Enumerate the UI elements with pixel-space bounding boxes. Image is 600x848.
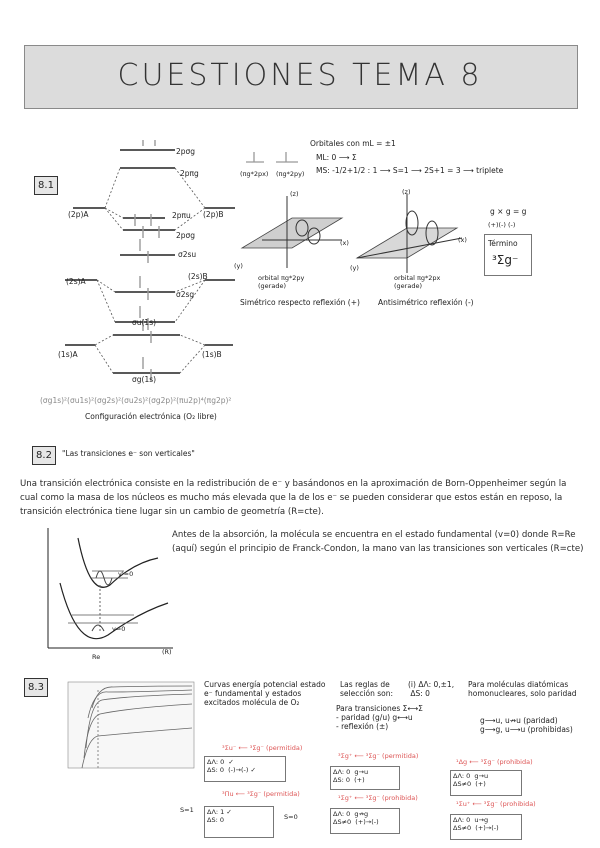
term-label: Término (488, 239, 518, 248)
transition-4-box: ΔΛ: 0 g↛g ΔS≠0 (+)→(-) (330, 808, 400, 834)
orbitals-title: Orbitales con mL = ±1 (310, 139, 396, 148)
transition-6-title: ¹Σu⁺ ⟵ ³Σg⁻ (prohibida) (456, 800, 536, 808)
spin-label-s0: S=0 (284, 813, 298, 821)
mo-label-pi-u: 2pπu (172, 211, 191, 220)
q2-quote: "Las transiciones e⁻ son verticales" (62, 449, 195, 458)
q3-homonuclear-rules: g⟶u, u↛u (paridad) g⟶g, u⟶u (prohibidas) (480, 716, 573, 734)
transition-5-title: ¹Δg ⟵ ³Σg⁻ (prohibida) (456, 758, 533, 766)
question-label-8-1: 8.1 (34, 176, 58, 195)
orbital-label-2: (πg*2py) (276, 170, 305, 178)
transition-2-box: ΔΛ: 1 ✓ ΔS: 0 (204, 806, 274, 838)
mo-label-sigma-g-1s: σg(1s) (132, 375, 157, 384)
o2-potential-energy-chart (58, 678, 198, 778)
q2-paragraph: Una transición electrónica consiste en la redistribución de e⁻ y basándonos en la aproximación de Born-Oppenheimer según la cual como la masa de los núcleos es mucho más elevada que la de los e⁻ se pueden considerar que estos están en reposo, la transición electrónica tiene lugar sin un cambio de geometría (R=cte). (20, 479, 567, 517)
orbital-plane-sketches (232, 188, 472, 288)
r-axis-label: (R) (162, 648, 172, 656)
axis-z-2: (z) (402, 188, 411, 196)
axis-y-2: (y) (350, 264, 359, 272)
axis-z-1: (z) (290, 190, 299, 198)
ml-line: ML: 0 ⟶ Σ (316, 153, 357, 162)
orbital-label-1: (πg*2px) (240, 170, 269, 178)
question-label-8-3: 8.3 (24, 678, 48, 697)
ao-label-right-1s: (1s)B (202, 350, 222, 359)
re-label: Re (92, 653, 101, 661)
ao-label-right-2s: (2s)B (188, 272, 208, 281)
v-prime-label: v'=0 (118, 570, 134, 578)
mo-label-pi-g-star: 2pσg (176, 147, 196, 156)
mo-label-pi-g: 2pπg (180, 169, 199, 178)
q2-side-text: Antes de la absorción, la molécula se encuentra en el estado fundamental (v=0) donde R=Re (aquí) según el principio de Franck-Condon, la mano van las transiciones son verticales (R=cte) (172, 530, 584, 554)
reflection-signs: (+)(-) (-) (488, 221, 516, 229)
q3-curves-text: Curvas energía potencial estado e⁻ fundamental y estados excitados molécula de O₂ (204, 680, 326, 707)
ms-line: MS: -1/2+1/2 : 1 ⟶ S=1 ⟶ 2S+1 = 3 ⟶ triplete (316, 166, 504, 175)
q3-rules-title: Las reglas de selección son: (340, 680, 394, 698)
transition-5-box: ΔΛ: 0 g→u ΔS≠0 (+) (450, 770, 522, 796)
antisymmetric-caption: Antisimétrico reflexión (-) (378, 298, 474, 307)
orbital-a-caption: orbital πg*2py (gerade) (258, 274, 305, 290)
spin-label-s1: S=1 (180, 806, 194, 814)
transition-4-title: ¹Σg⁺ ⟵ ³Σg⁻ (prohibida) (338, 794, 418, 802)
electron-configuration-caption: Configuración electrónica (O₂ libre) (85, 412, 217, 421)
mo-label-sigma-g-2p: 2pσg (176, 231, 196, 240)
ao-label-left-2p: (2p)A (68, 210, 89, 219)
potential-curves-sketch (38, 523, 178, 663)
transition-2-title: ³Πu ⟵ ³Σg⁻ (permitida) (222, 790, 300, 798)
transition-1-box: ΔΛ: 0 ✓ ΔS: 0 (-)→(-) ✓ (204, 756, 286, 782)
symmetric-caption: Simétrico respecto reflexión (+) (240, 298, 360, 307)
transition-6-box: ΔΛ: 0 u→g ΔS≠0 (+)→(-) (450, 814, 522, 840)
ao-label-right-2p: (2p)B (203, 210, 224, 219)
ao-label-left-1s: (1s)A (58, 350, 78, 359)
question-label-8-2: 8.2 (32, 446, 56, 465)
q3-homonuclear-text: Para moléculas diatómicas homonucleares, solo paridad (468, 680, 577, 698)
mo-label-sigma-u-1s: σu(1s) (132, 318, 157, 327)
mo-label-sigma-u-2s: σ2su (178, 250, 197, 259)
v0-label: v=0 (112, 625, 126, 633)
axis-y-1: (y) (234, 262, 243, 270)
mo-diagram (55, 140, 245, 400)
parity-product: g × g = g (490, 207, 527, 216)
transition-3-box: ΔΛ: 0 g→u ΔS: 0 (+) (330, 766, 400, 790)
mo-label-sigma-g-2s: σ2sg (176, 290, 195, 299)
orbital-b-caption: orbital πg*2px (gerade) (394, 274, 441, 290)
electron-configuration: (σg1s)²(σu1s)²(σg2s)²(σu2s)²(σg2p)²(πu2p)⁴(πg2p)² (40, 396, 232, 405)
q3-rules-extra: Para transiciones Σ⟷Σ - paridad (g/u) g⟷u - reflexión (±) (336, 704, 423, 731)
transition-1-title: ³Σu⁻ ⟵ ³Σg⁻ (permitida) (222, 744, 303, 752)
ao-label-left-2s: (2s)A (66, 277, 86, 286)
axis-x-2: (x) (458, 236, 467, 244)
axis-x-1: (x) (340, 239, 349, 247)
term-symbol: ³Σg⁻ (492, 253, 519, 267)
q3-rules: (i) ΔΛ: 0,±1, ΔS: 0 (408, 680, 455, 698)
orbital-pair-arrows (240, 150, 310, 170)
transition-3-title: ³Σg⁺ ⟵ ³Σg⁻ (permitida) (338, 752, 419, 760)
page-title: CUESTIONES TEMA 8 (117, 58, 483, 93)
